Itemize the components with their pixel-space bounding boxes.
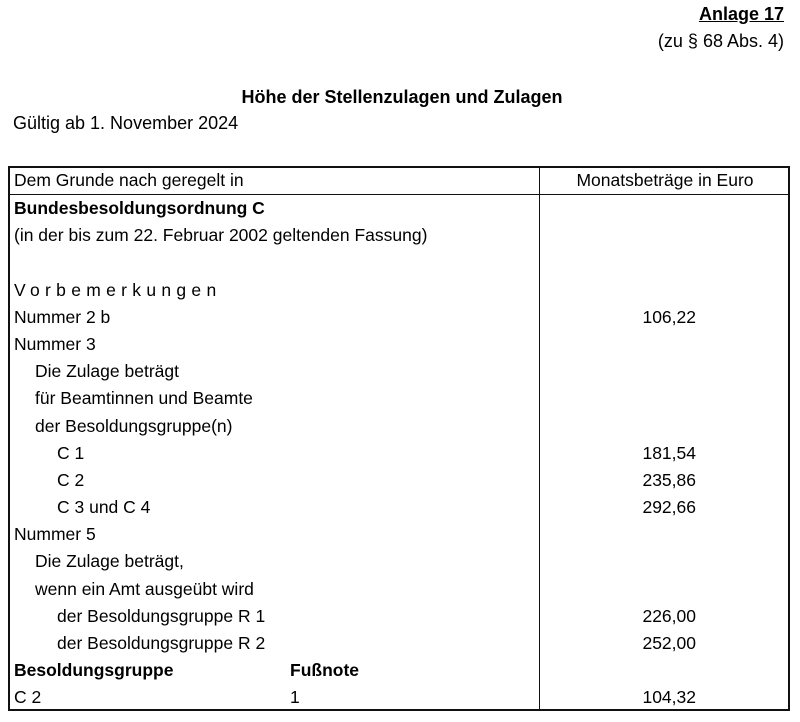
row-label: C 2 bbox=[14, 687, 42, 708]
table-row bbox=[10, 494, 788, 521]
row-label: Nummer 3 bbox=[14, 333, 96, 354]
row-amount: 292,66 bbox=[642, 497, 696, 518]
row-amount: 104,32 bbox=[642, 687, 696, 708]
table-row bbox=[10, 277, 788, 304]
row-label: (in der bis zum 22. Februar 2002 geltenden Fassung) bbox=[14, 225, 428, 246]
row-label: wenn ein Amt ausgeübt wird bbox=[35, 578, 254, 599]
table-row bbox=[10, 630, 788, 657]
row-label: für Beamtinnen und Beamte bbox=[35, 388, 253, 409]
row-amount: 252,00 bbox=[642, 633, 696, 653]
table-row bbox=[10, 548, 788, 575]
row-label: Die Zulage beträgt, bbox=[35, 551, 184, 572]
column-header-regulation: Dem Grunde nach geregelt in bbox=[14, 170, 244, 190]
table-row bbox=[10, 684, 788, 711]
table-row bbox=[10, 467, 788, 494]
table-row bbox=[10, 413, 788, 440]
row-amount: 235,86 bbox=[642, 469, 696, 490]
table-row bbox=[10, 440, 788, 467]
row-label: Nummer 2 b bbox=[14, 306, 111, 327]
table-row bbox=[10, 222, 788, 249]
legal-reference: (zu § 68 Abs. 4) bbox=[657, 31, 784, 51]
table-row bbox=[10, 576, 788, 603]
row-label: Nummer 5 bbox=[14, 524, 96, 545]
row-label: der Besoldungsgruppe(n) bbox=[35, 415, 233, 436]
table-row bbox=[10, 358, 788, 385]
annex-number: Anlage 17 bbox=[698, 4, 784, 24]
row-label: C 1 bbox=[57, 442, 85, 463]
table-row bbox=[10, 304, 788, 331]
row-footnote: 1 bbox=[290, 687, 300, 708]
row-label: der Besoldungsgruppe R 1 bbox=[57, 605, 266, 626]
table-body bbox=[10, 195, 788, 712]
document-title-text: Höhe der Stellenzulagen und Zulagen bbox=[241, 87, 563, 107]
row-footnote: Fußnote bbox=[290, 660, 360, 681]
row-label: C 2 bbox=[57, 469, 85, 490]
table-row bbox=[10, 331, 788, 358]
row-label: Besoldungsgruppe bbox=[14, 660, 174, 681]
table-row bbox=[10, 521, 788, 548]
row-label: Die Zulage beträgt bbox=[35, 361, 179, 382]
table-row bbox=[10, 657, 788, 684]
table-row bbox=[10, 385, 788, 412]
row-label: der Besoldungsgruppe R 2 bbox=[57, 633, 266, 653]
column-header-monthly-amount: Monatsbeträge in Euro bbox=[576, 170, 754, 190]
row-label: Vorbemerkungen bbox=[14, 279, 222, 300]
table-row bbox=[10, 603, 788, 630]
row-amount: 181,54 bbox=[642, 442, 696, 463]
table-row bbox=[10, 249, 788, 276]
row-label: C 3 und C 4 bbox=[57, 497, 151, 518]
valid-from: Gültig ab 1. November 2024 bbox=[13, 113, 239, 133]
allowance-table bbox=[8, 166, 790, 711]
row-amount: 106,22 bbox=[642, 306, 696, 327]
row-amount: 226,00 bbox=[642, 605, 696, 626]
table-row bbox=[10, 195, 788, 222]
document-title bbox=[0, 87, 800, 108]
row-label: Bundesbesoldungsordnung C bbox=[14, 198, 265, 218]
